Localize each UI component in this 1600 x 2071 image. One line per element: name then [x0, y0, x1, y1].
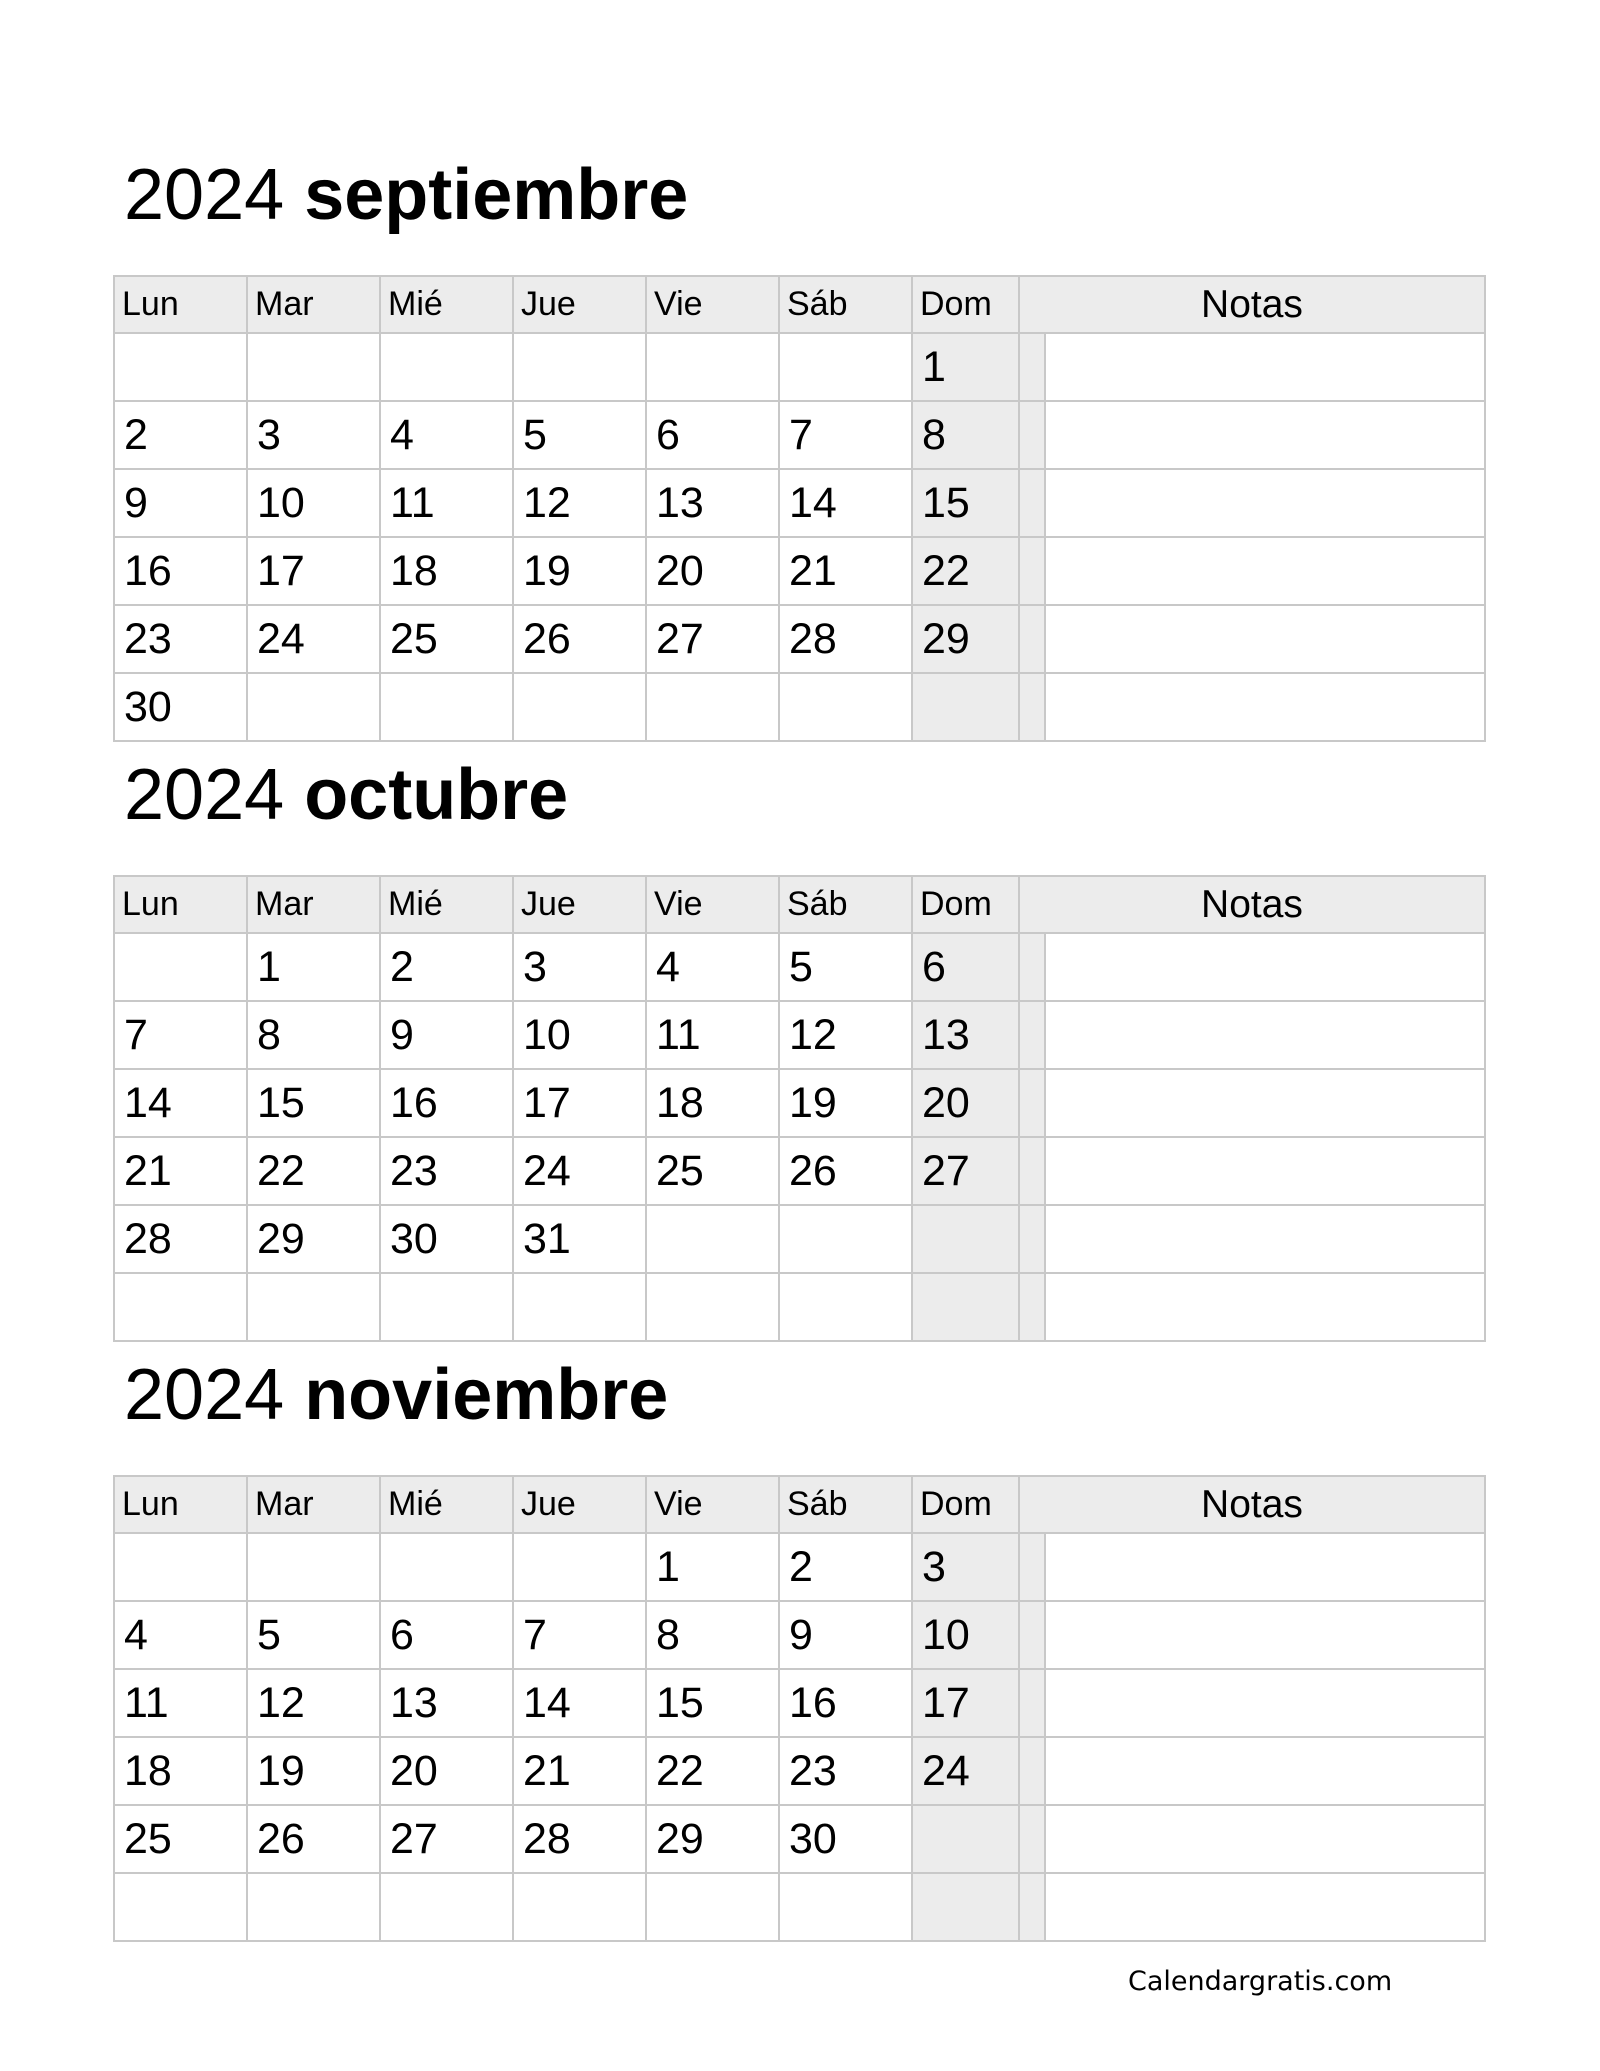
day-cell: 19 — [779, 1069, 912, 1137]
day-cell — [247, 1273, 380, 1341]
day-cell: 15 — [912, 469, 1045, 537]
notes-header: Notas — [1019, 276, 1485, 333]
day-cell: 9 — [380, 1001, 513, 1069]
day-cell: 10 — [513, 1001, 646, 1069]
week-row — [114, 1601, 1045, 1669]
day-cell: 24 — [912, 1737, 1045, 1805]
weekday-header: Dom — [912, 876, 1045, 933]
day-cell: 11 — [380, 469, 513, 537]
weekday-header: Mié — [380, 876, 513, 933]
day-cell — [646, 673, 779, 741]
day-cell: 28 — [779, 605, 912, 673]
day-cell: 10 — [912, 1601, 1045, 1669]
month-title — [124, 155, 688, 235]
calendar-grid — [113, 275, 1046, 742]
day-cell: 20 — [646, 537, 779, 605]
notes-line[interactable] — [1019, 1273, 1485, 1341]
week-row — [114, 1069, 1045, 1137]
week-row — [114, 1669, 1045, 1737]
weekday-header: Jue — [513, 876, 646, 933]
day-cell: 4 — [380, 401, 513, 469]
day-cell: 19 — [247, 1737, 380, 1805]
weekday-header: Mar — [247, 276, 380, 333]
notes-line[interactable] — [1019, 401, 1485, 469]
week-row — [114, 469, 1045, 537]
calendar-grid — [113, 875, 1046, 1342]
day-cell — [247, 1533, 380, 1601]
day-cell: 14 — [779, 469, 912, 537]
day-cell: 15 — [646, 1669, 779, 1737]
day-cell — [779, 1273, 912, 1341]
day-cell: 24 — [247, 605, 380, 673]
week-row — [114, 1001, 1045, 1069]
week-row — [114, 1533, 1045, 1601]
day-cell: 30 — [380, 1205, 513, 1273]
day-cell: 22 — [646, 1737, 779, 1805]
weekday-header: Lun — [114, 1476, 247, 1533]
day-cell — [380, 333, 513, 401]
day-cell: 27 — [646, 605, 779, 673]
day-cell — [114, 933, 247, 1001]
day-cell: 7 — [114, 1001, 247, 1069]
day-cell: 2 — [380, 933, 513, 1001]
day-cell: 2 — [779, 1533, 912, 1601]
notes-line[interactable] — [1019, 1805, 1485, 1873]
day-cell: 25 — [114, 1805, 247, 1873]
day-cell — [646, 1205, 779, 1273]
day-cell — [513, 1533, 646, 1601]
month-year: 2024 — [124, 155, 285, 235]
weekday-header: Mié — [380, 276, 513, 333]
day-cell: 3 — [912, 1533, 1045, 1601]
day-cell: 3 — [247, 401, 380, 469]
weekday-header: Lun — [114, 876, 247, 933]
month-title — [124, 1355, 668, 1435]
day-cell: 12 — [513, 469, 646, 537]
day-cell: 28 — [114, 1205, 247, 1273]
day-cell — [114, 1533, 247, 1601]
day-cell: 8 — [247, 1001, 380, 1069]
day-cell: 21 — [114, 1137, 247, 1205]
day-cell — [114, 1873, 247, 1941]
day-cell: 12 — [779, 1001, 912, 1069]
day-cell: 21 — [779, 537, 912, 605]
week-row — [114, 1205, 1045, 1273]
day-cell: 31 — [513, 1205, 646, 1273]
day-cell — [114, 1273, 247, 1341]
weekday-header-row — [114, 876, 1045, 933]
day-cell: 24 — [513, 1137, 646, 1205]
weekday-header-row — [114, 1476, 1045, 1533]
day-cell — [380, 1533, 513, 1601]
day-cell: 13 — [380, 1669, 513, 1737]
weekday-header: Vie — [646, 1476, 779, 1533]
day-cell: 7 — [779, 401, 912, 469]
day-cell: 9 — [114, 469, 247, 537]
notes-line[interactable] — [1019, 673, 1485, 741]
day-cell — [513, 1873, 646, 1941]
day-cell: 25 — [380, 605, 513, 673]
month-name: octubre — [304, 755, 569, 835]
day-cell: 18 — [646, 1069, 779, 1137]
day-cell: 21 — [513, 1737, 646, 1805]
week-row — [114, 1805, 1045, 1873]
day-cell: 8 — [912, 401, 1045, 469]
weekday-header-row — [114, 276, 1045, 333]
notes-box — [1018, 1475, 1486, 1942]
weekday-header: Jue — [513, 1476, 646, 1533]
weekday-header: Mié — [380, 1476, 513, 1533]
day-cell: 11 — [646, 1001, 779, 1069]
day-cell: 7 — [513, 1601, 646, 1669]
day-cell — [646, 1873, 779, 1941]
week-row — [114, 537, 1045, 605]
notes-header: Notas — [1019, 1476, 1485, 1533]
day-cell: 2 — [114, 401, 247, 469]
day-cell — [779, 1205, 912, 1273]
weekday-header: Sáb — [779, 876, 912, 933]
day-cell: 10 — [247, 469, 380, 537]
week-row — [114, 1873, 1045, 1941]
notes-line[interactable] — [1019, 333, 1485, 401]
day-cell: 5 — [247, 1601, 380, 1669]
notes-line[interactable] — [1019, 1137, 1485, 1205]
day-cell: 23 — [779, 1737, 912, 1805]
day-cell — [380, 673, 513, 741]
day-cell — [646, 333, 779, 401]
day-cell: 6 — [380, 1601, 513, 1669]
day-cell: 26 — [513, 605, 646, 673]
day-cell — [380, 1273, 513, 1341]
week-row — [114, 401, 1045, 469]
day-cell — [779, 673, 912, 741]
month-title — [124, 755, 568, 835]
notes-line[interactable] — [1019, 1737, 1485, 1805]
day-cell: 28 — [513, 1805, 646, 1873]
month-name: noviembre — [304, 1355, 669, 1435]
site-credit: Calendargratis.com — [1128, 1966, 1393, 1997]
day-cell: 8 — [646, 1601, 779, 1669]
weekday-header: Mar — [247, 1476, 380, 1533]
day-cell: 1 — [912, 333, 1045, 401]
notes-line[interactable] — [1019, 1069, 1485, 1137]
day-cell — [779, 333, 912, 401]
day-cell: 4 — [646, 933, 779, 1001]
notes-line[interactable] — [1019, 537, 1485, 605]
day-cell: 30 — [779, 1805, 912, 1873]
notes-line[interactable] — [1019, 1601, 1485, 1669]
notes-line[interactable] — [1019, 1669, 1485, 1737]
day-cell — [114, 333, 247, 401]
day-cell: 20 — [912, 1069, 1045, 1137]
day-cell: 27 — [380, 1805, 513, 1873]
day-cell: 5 — [779, 933, 912, 1001]
week-row — [114, 673, 1045, 741]
week-row — [114, 933, 1045, 1001]
notes-line[interactable] — [1019, 1873, 1485, 1941]
day-cell: 26 — [247, 1805, 380, 1873]
day-cell: 13 — [646, 469, 779, 537]
weekday-header: Sáb — [779, 276, 912, 333]
day-cell: 29 — [247, 1205, 380, 1273]
day-cell — [513, 673, 646, 741]
notes-line[interactable] — [1019, 469, 1485, 537]
day-cell: 14 — [114, 1069, 247, 1137]
day-cell: 3 — [513, 933, 646, 1001]
day-cell: 4 — [114, 1601, 247, 1669]
day-cell — [646, 1273, 779, 1341]
calendar-grid — [113, 1475, 1046, 1942]
day-cell — [247, 1873, 380, 1941]
week-row — [114, 1737, 1045, 1805]
day-cell: 16 — [380, 1069, 513, 1137]
notes-box — [1018, 875, 1486, 1342]
day-cell: 22 — [912, 537, 1045, 605]
notes-header: Notas — [1019, 876, 1485, 933]
month-year: 2024 — [124, 755, 285, 835]
month-year: 2024 — [124, 1355, 285, 1435]
day-cell: 11 — [114, 1669, 247, 1737]
day-cell: 19 — [513, 537, 646, 605]
weekday-header: Vie — [646, 276, 779, 333]
month-name: septiembre — [304, 155, 689, 235]
weekday-header: Vie — [646, 876, 779, 933]
notes-line[interactable] — [1019, 1001, 1485, 1069]
day-cell — [779, 1873, 912, 1941]
day-cell: 15 — [247, 1069, 380, 1137]
day-cell: 12 — [247, 1669, 380, 1737]
week-row — [114, 605, 1045, 673]
week-row — [114, 1137, 1045, 1205]
day-cell — [247, 673, 380, 741]
week-row — [114, 1273, 1045, 1341]
notes-line[interactable] — [1019, 933, 1485, 1001]
day-cell: 6 — [646, 401, 779, 469]
week-row — [114, 333, 1045, 401]
day-cell: 16 — [114, 537, 247, 605]
day-cell: 14 — [513, 1669, 646, 1737]
day-cell — [247, 333, 380, 401]
day-cell: 5 — [513, 401, 646, 469]
day-cell: 26 — [779, 1137, 912, 1205]
day-cell — [380, 1873, 513, 1941]
day-cell: 23 — [380, 1137, 513, 1205]
day-cell: 23 — [114, 605, 247, 673]
day-cell: 1 — [247, 933, 380, 1001]
day-cell — [513, 1273, 646, 1341]
weekday-header: Mar — [247, 876, 380, 933]
day-cell: 30 — [114, 673, 247, 741]
weekday-header: Dom — [912, 1476, 1045, 1533]
day-cell: 13 — [912, 1001, 1045, 1069]
weekday-header: Lun — [114, 276, 247, 333]
day-cell — [513, 333, 646, 401]
day-cell: 18 — [380, 537, 513, 605]
day-cell: 22 — [247, 1137, 380, 1205]
day-cell: 29 — [912, 605, 1045, 673]
notes-box — [1018, 275, 1486, 742]
notes-line[interactable] — [1019, 605, 1485, 673]
day-cell: 17 — [247, 537, 380, 605]
day-cell: 25 — [646, 1137, 779, 1205]
day-cell: 1 — [646, 1533, 779, 1601]
day-cell: 17 — [513, 1069, 646, 1137]
day-cell: 16 — [779, 1669, 912, 1737]
weekday-header: Sáb — [779, 1476, 912, 1533]
day-cell: 6 — [912, 933, 1045, 1001]
day-cell: 20 — [380, 1737, 513, 1805]
day-cell: 9 — [779, 1601, 912, 1669]
notes-line[interactable] — [1019, 1533, 1485, 1601]
day-cell: 27 — [912, 1137, 1045, 1205]
notes-line[interactable] — [1019, 1205, 1485, 1273]
day-cell: 18 — [114, 1737, 247, 1805]
weekday-header: Dom — [912, 276, 1045, 333]
day-cell: 29 — [646, 1805, 779, 1873]
day-cell: 17 — [912, 1669, 1045, 1737]
weekday-header: Jue — [513, 276, 646, 333]
